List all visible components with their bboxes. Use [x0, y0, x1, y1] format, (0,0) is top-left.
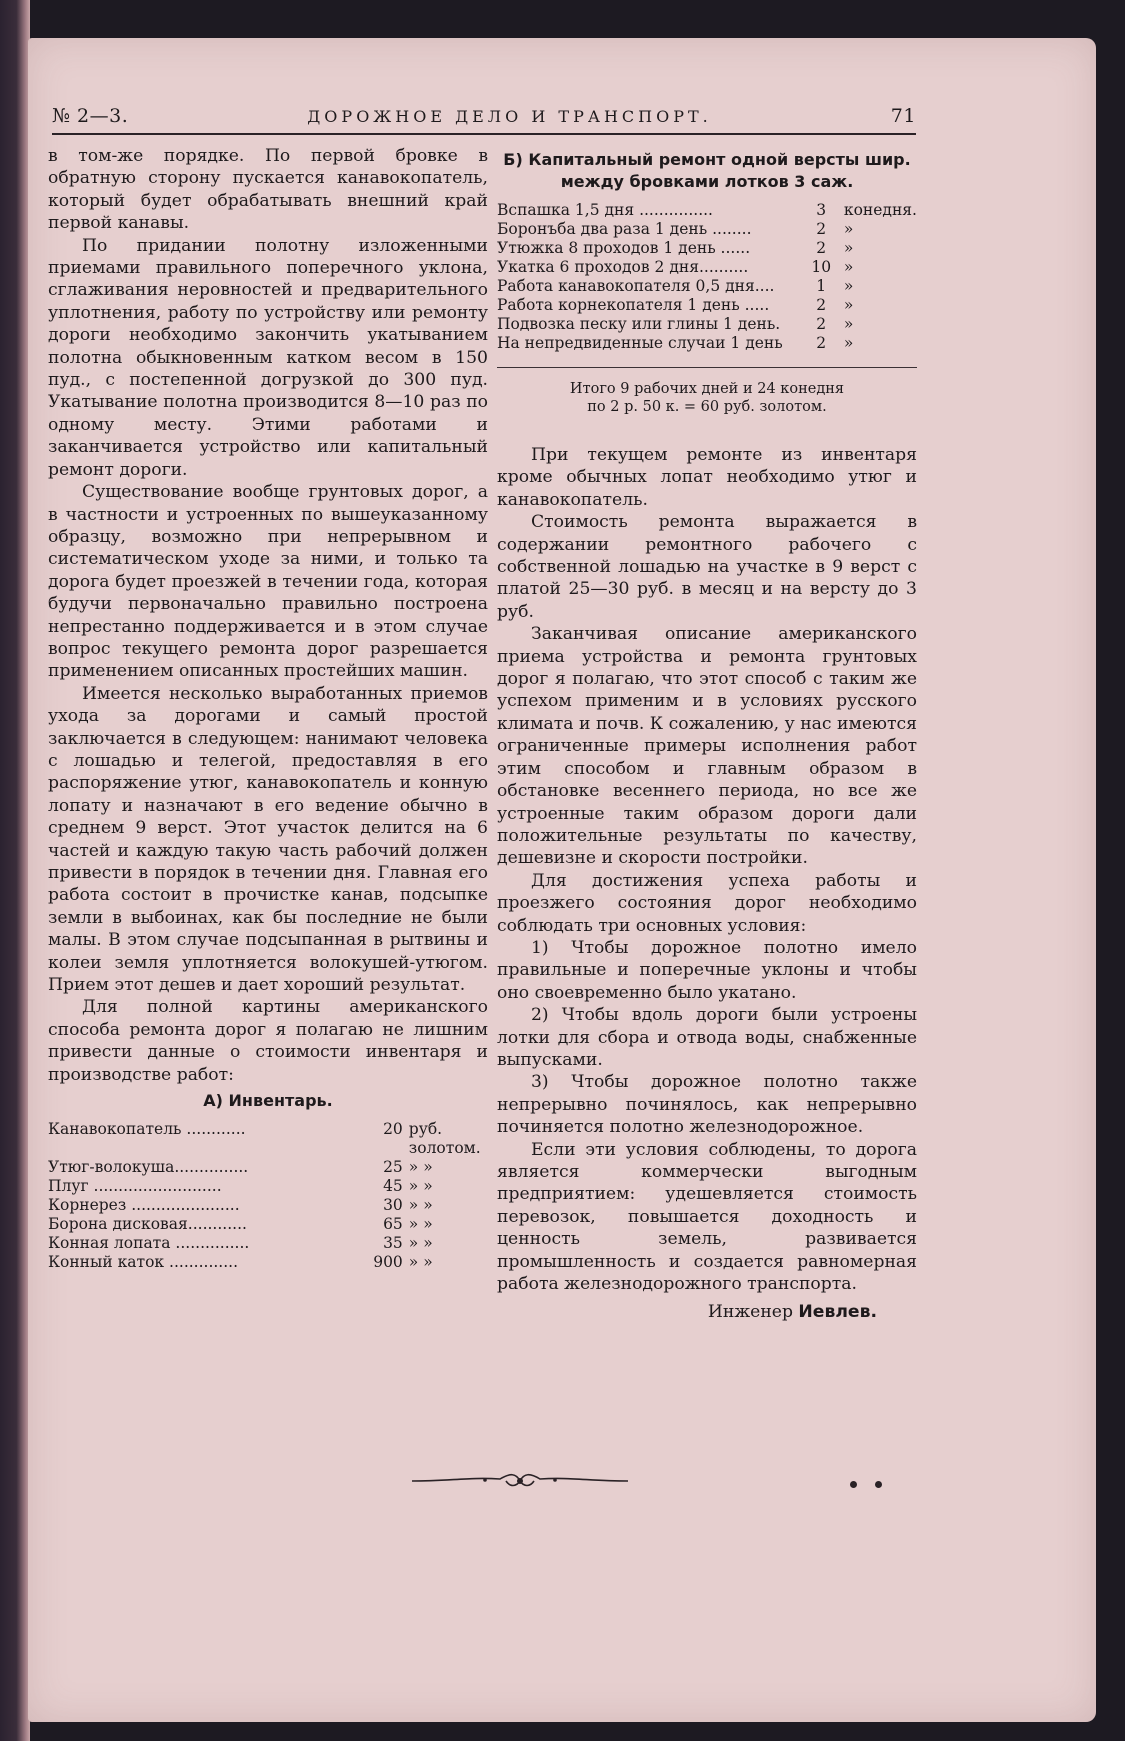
table-row: [497, 220, 917, 239]
work-name: Укатка 6 проходов 2 дня..........: [497, 258, 749, 276]
paragraph: Стоимость ремонта выражается в содержании ремонтного рабочего с собственной лошадью на участке в 9 верст с платой 25—30 руб. в месяц и на версту до 3 руб.: [497, 512, 917, 622]
work-unit: »: [843, 239, 854, 257]
item-unit: » »: [408, 1253, 433, 1272]
item-name: Плуг ..........................: [48, 1177, 222, 1196]
item-price: 45: [383, 1177, 403, 1196]
work-qty: 2: [816, 220, 827, 238]
inventory-table: [48, 1120, 488, 1272]
author-role: Инженер: [707, 1302, 793, 1323]
item-name: Утюг-волокуша...............: [48, 1158, 249, 1177]
work-name: Вспашка 1,5 дня ...............: [497, 201, 713, 219]
work-unit: »: [843, 277, 854, 295]
work-unit: конедня.: [843, 201, 917, 219]
work-qty: 10: [811, 258, 832, 276]
paragraph: Если эти условия соблюдены, то дорога является коммерчески выгодным предприятием: удешевляется стоимость перевозок, повышается доходность и ценность земель, развивается промышленность и создается равномерная работа железнодорожного транспорта.: [497, 1139, 917, 1295]
item-price: 30: [383, 1196, 403, 1215]
work-name: Работа корнекопателя 1 день .....: [497, 296, 770, 314]
table-row: [497, 201, 917, 220]
author-signature: [497, 1301, 917, 1323]
table-row: [497, 258, 917, 277]
item-price: 25: [383, 1158, 403, 1177]
inventory-title: А) Инвентарь.: [203, 1091, 333, 1111]
table-row: [48, 1196, 488, 1215]
table-row: [48, 1234, 488, 1253]
table-row: [497, 296, 917, 315]
paragraph: 1) Чтобы дорожное полотно имело правильные и поперечные уклоны и чтобы оно своевременно было укатано.: [497, 937, 917, 1003]
item-unit: » »: [408, 1215, 433, 1234]
work-qty: 1: [816, 277, 827, 295]
work-name: Боронъба два раза 1 день ........: [497, 220, 752, 238]
item-unit: » »: [408, 1177, 433, 1196]
running-header: [52, 105, 916, 127]
item-name: Конная лопата ...............: [48, 1234, 250, 1253]
item-name: Борона дисковая............: [48, 1215, 247, 1234]
total-line: Итого 9 рабочих дней и 24 конедня: [569, 381, 845, 397]
ornament-divider-icon: [410, 1470, 630, 1492]
table-row: [48, 1177, 488, 1196]
work-unit: »: [843, 315, 854, 333]
page-number: 71: [890, 105, 916, 127]
issue-number: № 2—3.: [52, 105, 129, 127]
paragraph: При текущем ремонте из инвентаря кроме обычных лопат необходимо утюг и канавокопатель.: [497, 445, 917, 510]
paragraph: 2) Чтобы вдоль дороги были устроены лотки для сбора и отвода воды, снабженные выпусками.: [497, 1005, 917, 1070]
item-unit: » »: [408, 1196, 433, 1215]
work-unit: »: [843, 220, 854, 238]
item-name: Корнерез ......................: [48, 1196, 240, 1215]
work-qty: 2: [816, 239, 827, 257]
work-qty: 2: [816, 315, 827, 333]
item-price: 900: [373, 1253, 403, 1272]
paragraph: Для полной картины американского способа ремонта дорог я полагаю не лишним привести данные о стоимости инвентаря и производстве работ:: [48, 997, 488, 1085]
work-unit: »: [843, 258, 854, 276]
paragraph: Заканчивая описание американского приема устройства и ремонта грунтовых дорог я полагаю, что этот способ с таким же успехом применим и в условиях русского климата и почв. К сожалению, у нас имеются ограниченные примеры исполнения работ этим способом и главным образом в обстановке весеннего периода, но все же устроенные таким образом дороги дали положительные результаты по качеству, дешевизне и скорости постройки.: [497, 624, 917, 869]
work-unit: »: [843, 334, 854, 352]
item-name: Конный каток ..............: [48, 1253, 239, 1272]
author-name: Иевлев.: [798, 1302, 877, 1323]
divider: [497, 367, 917, 368]
work-qty: 2: [816, 334, 827, 352]
header-rule: [52, 133, 916, 135]
table-row: [497, 239, 917, 258]
table-row: [48, 1215, 488, 1234]
paragraph: в том-же порядке. По первой бровке в обратную сторону пускается канавокопатель, который будет обрабатывать внешний край первой канавы.: [48, 146, 488, 234]
table-row: [48, 1253, 488, 1272]
total-summary: [497, 380, 917, 416]
item-price: 65: [383, 1215, 403, 1234]
paragraph: Существование вообще грунтовых дорог, а в частности и устроенных по вышеуказанному образцу, возможно при непрерывном и систематическом уходе за ними, и только та дорога будет проезжей в течении года, которая будучи первоначально правильно построена непрестанно поддерживается и в этом случае вопрос текущего ремонта дорог разрешается применением описанных простейших машин.: [48, 482, 488, 682]
work-unit: »: [843, 296, 854, 314]
repair-table: [497, 201, 917, 353]
item-unit: » »: [408, 1158, 433, 1177]
book-spine: [0, 0, 30, 1741]
item-price: 35: [383, 1234, 403, 1253]
work-qty: 2: [816, 296, 827, 314]
table-row: [497, 277, 917, 296]
table-row: [497, 334, 917, 353]
item-name: Канавокопатель ............: [48, 1120, 246, 1139]
table-row: [48, 1158, 488, 1177]
paragraph: Имеется несколько выработанных приемов ухода за дорогами и самый простой заключается в следующем: нанимают человека с лошадью и телегой, предоставляя в его распоряжение утюг, канавокопатель и конную лопату и назначают в его ведение обычно в среднем 9 верст. Этот участок делится на 6 частей и каждую такую часть рабочий должен привести в порядок в течении дня. Главная его работа состоит в прочистке канав, подсыпке земли в выбоинах, как бы последние не были малы. В этом случае подсыпанная в рытвины и колеи земля уплотняется волокушей-утюгом. Прием этот дешев и дает хороший результат.: [48, 683, 488, 996]
paragraph: По придании полотну изложенными приемами правильного поперечного уклона, сглаживания неровностей и предварительного уплотнения, работу по устройству или ремонту дороги необходимо закончить укатыванием полотна обыкновенным катком весом в 150 пуд., с постепенной догрузкой до 300 пуд. Укатывание полотна производится 8—10 раз по одному месту. Этими работами и заканчивается устройство или капитальный ремонт дороги.: [48, 235, 488, 480]
work-name: На непредвиденные случаи 1 день: [497, 334, 783, 352]
paragraph: 3) Чтобы дорожное полотно также непрерывно починялось, как непрерывно починяется полотно железнодорожное.: [497, 1072, 917, 1138]
decorative-dots: [850, 1473, 900, 1492]
item-unit: руб. золотом.: [408, 1120, 481, 1158]
repair-title: Б) Капитальный ремонт одной версты шир. между бровками лотков 3 саж.: [503, 150, 911, 191]
item-unit: » »: [408, 1234, 433, 1253]
item-price: 20: [383, 1120, 403, 1139]
table-row: [497, 315, 917, 334]
work-qty: 3: [816, 201, 827, 219]
paragraph: Для достижения успеха работы и проезжего состояния дорог необходимо соблюдать три основных условия:: [497, 870, 917, 936]
right-column: [497, 145, 917, 1324]
left-column: [48, 145, 488, 1272]
work-name: Работа канавокопателя 0,5 дня....: [497, 277, 775, 295]
work-name: Подвозка песку или глины 1 день.: [497, 315, 781, 333]
journal-title: ДОРОЖНОЕ ДЕЛО И ТРАНСПОРТ.: [307, 107, 712, 126]
work-name: Утюжка 8 проходов 1 день ......: [497, 239, 751, 257]
total-line: по 2 р. 50 к. = 60 руб. золотом.: [587, 399, 827, 415]
table-row: [48, 1120, 488, 1158]
